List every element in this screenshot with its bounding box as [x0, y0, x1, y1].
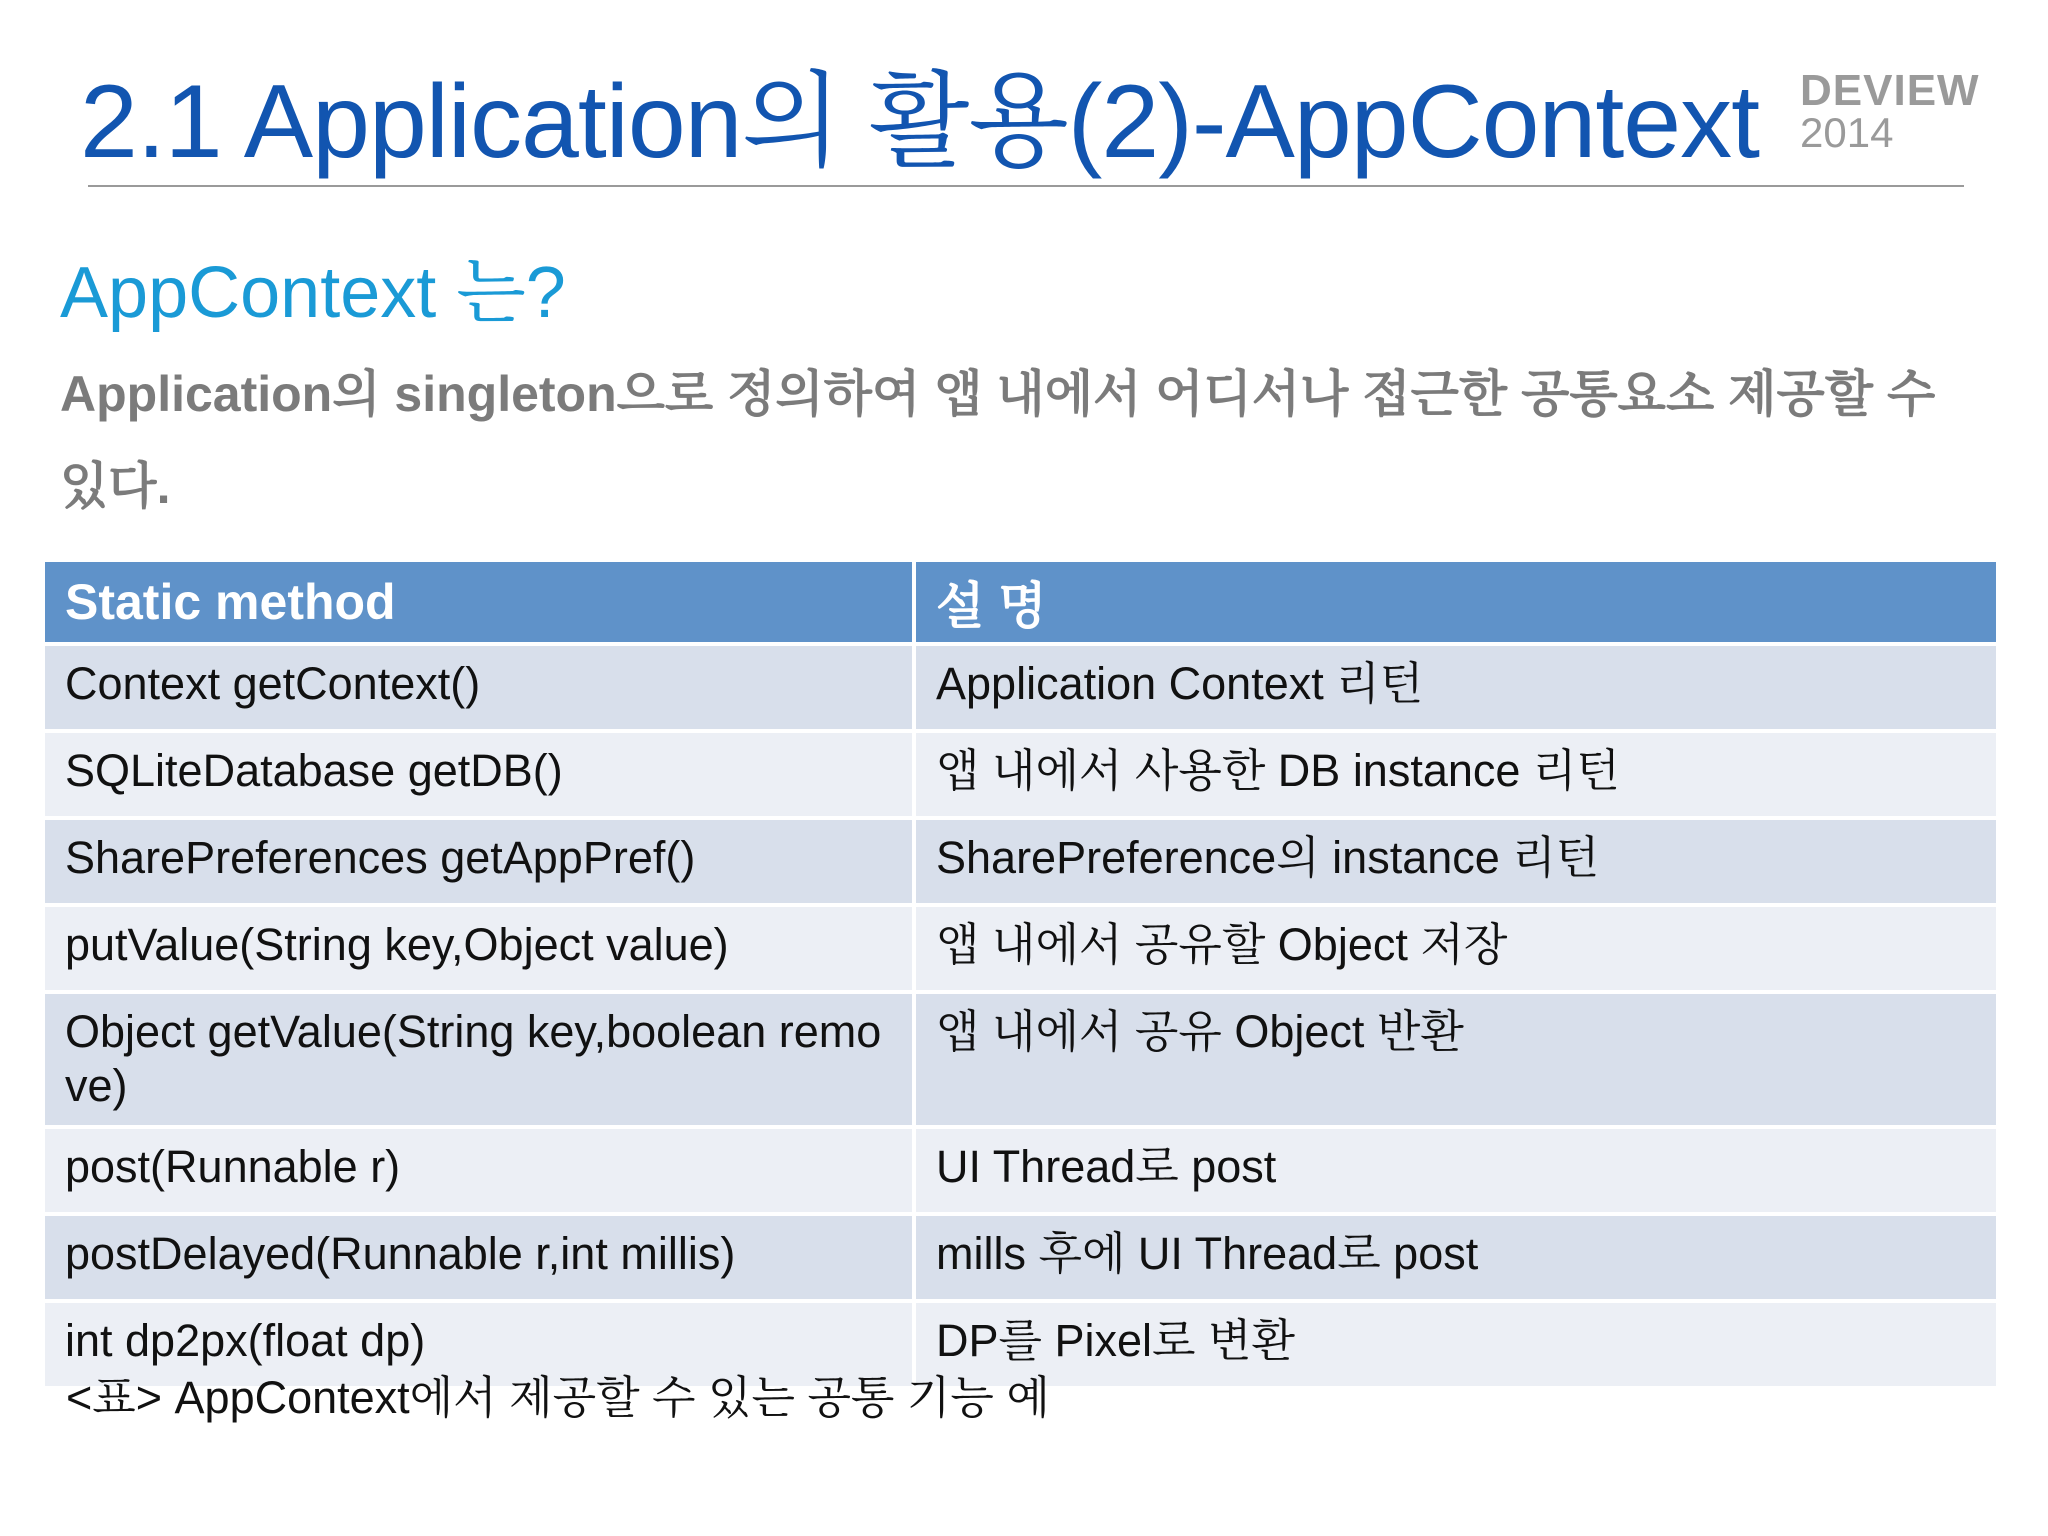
method-cell: SharePreferences getAppPref() [43, 818, 914, 905]
table-row [43, 1214, 1998, 1301]
method-cell: putValue(String key,Object value) [43, 905, 914, 992]
static-method-table [41, 558, 2000, 1390]
description-cell: 앱 내에서 공유할 Object 저장 [914, 905, 1998, 992]
table-row [43, 1127, 1998, 1214]
description-cell: SharePreference의 instance 리턴 [914, 818, 1998, 905]
description-cell: mills 후에 UI Thread로 post [914, 1214, 1998, 1301]
section-description: Application의 singleton으로 정의하여 앱 내에서 어디서나 접근한 공통요소 제공할 수 있다. [60, 366, 1936, 514]
method-cell: post(Runnable r) [43, 1127, 914, 1214]
description-cell: Application Context 리턴 [914, 644, 1998, 731]
table-caption: <표> AppContext에서 제공할 수 있는 공통 기능 예 [66, 1372, 1050, 1423]
section-heading: AppContext 는? [60, 253, 566, 333]
table-row [43, 818, 1998, 905]
brand-name: DEVIEW [1800, 66, 1980, 115]
description-cell: 앱 내에서 사용한 DB instance 리턴 [914, 731, 1998, 818]
table-header-row [43, 560, 1998, 644]
table-row [43, 905, 1998, 992]
table-row [43, 992, 1998, 1127]
method-cell: SQLiteDatabase getDB() [43, 731, 914, 818]
slide-title: 2.1 Application의 활용(2)-AppContext [80, 64, 1759, 180]
description-cell: 앱 내에서 공유 Object 반환 [914, 992, 1998, 1127]
method-cell: Context getContext() [43, 644, 914, 731]
table-row [43, 731, 1998, 818]
column-header-description: 설 명 [914, 560, 1998, 644]
column-header-method: Static method [43, 560, 914, 644]
brand-year: 2014 [1800, 109, 1894, 156]
method-cell: Object getValue(String key,boolean remove) [43, 992, 914, 1127]
method-cell: int dp2px(float dp) [43, 1301, 914, 1388]
table-row [43, 644, 1998, 731]
description-cell: UI Thread로 post [914, 1127, 1998, 1214]
description-cell: DP를 Pixel로 변환 [914, 1301, 1998, 1388]
method-cell: postDelayed(Runnable r,int millis) [43, 1214, 914, 1301]
title-divider [88, 185, 1964, 187]
deview-logo [1800, 66, 1980, 156]
